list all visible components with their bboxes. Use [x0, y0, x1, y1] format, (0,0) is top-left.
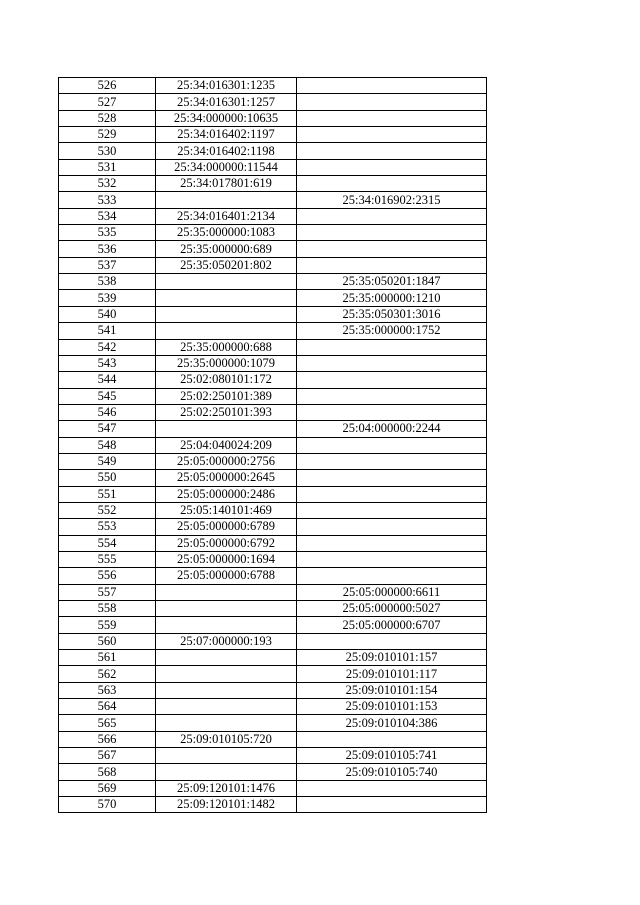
table-row: [59, 797, 487, 813]
table-row: [59, 192, 487, 208]
cadastral-number-cell: [156, 650, 297, 666]
table-row: [59, 94, 487, 110]
cadastral-number-alt-cell: 25:09:010101:153: [297, 699, 487, 715]
row-number-cell: 544: [59, 372, 156, 388]
cadastral-number-alt-cell: [297, 470, 487, 486]
cadastral-number-cell: [156, 764, 297, 780]
row-number-cell: 552: [59, 502, 156, 518]
cadastral-number-alt-cell: 25:09:010105:741: [297, 748, 487, 764]
cadastral-number-alt-cell: [297, 355, 487, 371]
cadastral-number-cell: 25:34:016401:2134: [156, 208, 297, 224]
row-number-cell: 543: [59, 355, 156, 371]
cadastral-number-cell: 25:34:016402:1197: [156, 127, 297, 143]
row-number-cell: 569: [59, 780, 156, 796]
cadastral-number-cell: [156, 601, 297, 617]
row-number-cell: 559: [59, 617, 156, 633]
cadastral-number-cell: [156, 192, 297, 208]
row-number-cell: 540: [59, 306, 156, 322]
cadastral-number-alt-cell: [297, 797, 487, 813]
cadastral-number-alt-cell: 25:04:000000:2244: [297, 421, 487, 437]
row-number-cell: 558: [59, 601, 156, 617]
cadastral-number-cell: 25:34:016301:1235: [156, 78, 297, 94]
table-row: [59, 388, 487, 404]
cadastral-number-cell: [156, 748, 297, 764]
table-row: [59, 159, 487, 175]
cadastral-number-alt-cell: [297, 241, 487, 257]
cadastral-number-alt-cell: [297, 519, 487, 535]
cadastral-number-alt-cell: 25:35:050301:3016: [297, 306, 487, 322]
row-number-cell: 553: [59, 519, 156, 535]
row-number-cell: 534: [59, 208, 156, 224]
cadastral-number-alt-cell: [297, 159, 487, 175]
row-number-cell: 531: [59, 159, 156, 175]
row-number-cell: 565: [59, 715, 156, 731]
cadastral-number-alt-cell: 25:05:000000:6707: [297, 617, 487, 633]
cadastral-number-alt-cell: 25:34:016902:2315: [297, 192, 487, 208]
cadastral-number-alt-cell: [297, 388, 487, 404]
row-number-cell: 539: [59, 290, 156, 306]
row-number-cell: 530: [59, 143, 156, 159]
row-number-cell: 554: [59, 535, 156, 551]
table-row: [59, 601, 487, 617]
cadastral-number-cell: 25:09:010105:720: [156, 731, 297, 747]
table-row: [59, 551, 487, 567]
row-number-cell: 550: [59, 470, 156, 486]
cadastral-number-cell: 25:34:016301:1257: [156, 94, 297, 110]
cadastral-number-alt-cell: [297, 486, 487, 502]
row-number-cell: 568: [59, 764, 156, 780]
cadastral-number-cell: [156, 323, 297, 339]
table-row: [59, 143, 487, 159]
cadastral-number-alt-cell: [297, 176, 487, 192]
cadastral-number-cell: [156, 715, 297, 731]
table-row: [59, 372, 487, 388]
row-number-cell: 555: [59, 551, 156, 567]
table-row: [59, 748, 487, 764]
table-row: [59, 290, 487, 306]
table-row: [59, 502, 487, 518]
cadastral-number-alt-cell: [297, 110, 487, 126]
cadastral-number-cell: 25:07:000000:193: [156, 633, 297, 649]
cadastral-number-cell: 25:34:017801:619: [156, 176, 297, 192]
table-body: [59, 78, 487, 813]
cadastral-number-alt-cell: [297, 404, 487, 420]
row-number-cell: 529: [59, 127, 156, 143]
cadastral-number-cell: [156, 274, 297, 290]
row-number-cell: 547: [59, 421, 156, 437]
table-row: [59, 453, 487, 469]
row-number-cell: 548: [59, 437, 156, 453]
cadastral-number-alt-cell: [297, 535, 487, 551]
table-row: [59, 355, 487, 371]
cadastral-number-cell: 25:05:000000:6788: [156, 568, 297, 584]
cadastral-number-cell: 25:34:000000:10635: [156, 110, 297, 126]
table-row: [59, 208, 487, 224]
table-row: [59, 764, 487, 780]
table-row: [59, 486, 487, 502]
cadastral-number-alt-cell: [297, 633, 487, 649]
table-row: [59, 241, 487, 257]
table-row: [59, 323, 487, 339]
cadastral-number-cell: 25:09:120101:1476: [156, 780, 297, 796]
row-number-cell: 538: [59, 274, 156, 290]
table-row: [59, 176, 487, 192]
table-row: [59, 568, 487, 584]
row-number-cell: 545: [59, 388, 156, 404]
row-number-cell: 566: [59, 731, 156, 747]
row-number-cell: 561: [59, 650, 156, 666]
cadastral-number-cell: [156, 699, 297, 715]
row-number-cell: 536: [59, 241, 156, 257]
row-number-cell: 537: [59, 257, 156, 273]
row-number-cell: 551: [59, 486, 156, 502]
cadastral-number-cell: 25:02:250101:393: [156, 404, 297, 420]
row-number-cell: 560: [59, 633, 156, 649]
table-row: [59, 404, 487, 420]
cadastral-number-alt-cell: [297, 143, 487, 159]
row-number-cell: 563: [59, 682, 156, 698]
cadastral-number-alt-cell: [297, 257, 487, 273]
table-row: [59, 437, 487, 453]
cadastral-number-cell: [156, 421, 297, 437]
table-row: [59, 731, 487, 747]
cadastral-number-alt-cell: 25:35:000000:1752: [297, 323, 487, 339]
cadastral-number-alt-cell: [297, 551, 487, 567]
cadastral-number-cell: 25:02:250101:389: [156, 388, 297, 404]
table-row: [59, 535, 487, 551]
table-row: [59, 715, 487, 731]
cadastral-number-cell: 25:05:000000:2486: [156, 486, 297, 502]
row-number-cell: 528: [59, 110, 156, 126]
cadastral-number-cell: [156, 306, 297, 322]
row-number-cell: 549: [59, 453, 156, 469]
cadastral-number-alt-cell: [297, 127, 487, 143]
cadastral-number-cell: 25:05:000000:6789: [156, 519, 297, 535]
cadastral-number-alt-cell: [297, 339, 487, 355]
cadastral-number-cell: 25:05:000000:6792: [156, 535, 297, 551]
row-number-cell: 557: [59, 584, 156, 600]
cadastral-number-cell: 25:35:000000:1079: [156, 355, 297, 371]
cadastral-number-cell: 25:04:040024:209: [156, 437, 297, 453]
table-row: [59, 682, 487, 698]
table-row: [59, 274, 487, 290]
table-row: [59, 339, 487, 355]
cadastral-number-alt-cell: 25:09:010105:740: [297, 764, 487, 780]
cadastral-number-cell: 25:05:000000:1694: [156, 551, 297, 567]
cadastral-number-alt-cell: [297, 502, 487, 518]
cadastral-number-alt-cell: 25:09:010104:386: [297, 715, 487, 731]
row-number-cell: 570: [59, 797, 156, 813]
cadastral-number-cell: 25:35:000000:688: [156, 339, 297, 355]
cadastral-number-cell: [156, 682, 297, 698]
cadastral-number-alt-cell: [297, 372, 487, 388]
cadastral-number-cell: 25:05:140101:469: [156, 502, 297, 518]
row-number-cell: 533: [59, 192, 156, 208]
cadastral-number-cell: [156, 666, 297, 682]
cadastral-number-alt-cell: [297, 94, 487, 110]
cadastral-number-alt-cell: [297, 437, 487, 453]
table-row: [59, 225, 487, 241]
cadastral-number-alt-cell: 25:09:010101:117: [297, 666, 487, 682]
row-number-cell: 556: [59, 568, 156, 584]
table-row: [59, 699, 487, 715]
cadastral-number-alt-cell: [297, 780, 487, 796]
cadastral-number-cell: 25:05:000000:2645: [156, 470, 297, 486]
table-row: [59, 110, 487, 126]
cadastral-number-cell: 25:35:000000:1083: [156, 225, 297, 241]
row-number-cell: 567: [59, 748, 156, 764]
cadastral-number-alt-cell: [297, 225, 487, 241]
row-number-cell: 526: [59, 78, 156, 94]
cadastral-number-alt-cell: 25:05:000000:6611: [297, 584, 487, 600]
cadastral-number-cell: 25:34:016402:1198: [156, 143, 297, 159]
row-number-cell: 527: [59, 94, 156, 110]
row-number-cell: 532: [59, 176, 156, 192]
cadastral-number-alt-cell: [297, 731, 487, 747]
table-row: [59, 421, 487, 437]
cadastral-number-alt-cell: [297, 453, 487, 469]
cadastral-number-cell: [156, 290, 297, 306]
cadastral-number-cell: [156, 584, 297, 600]
cadastral-number-alt-cell: 25:09:010101:154: [297, 682, 487, 698]
cadastral-number-cell: 25:35:050201:802: [156, 257, 297, 273]
table-row: [59, 306, 487, 322]
cadastral-number-alt-cell: 25:05:000000:5027: [297, 601, 487, 617]
cadastral-number-cell: 25:34:000000:11544: [156, 159, 297, 175]
table-row: [59, 584, 487, 600]
cadastral-number-alt-cell: 25:35:000000:1210: [297, 290, 487, 306]
table-row: [59, 780, 487, 796]
cadastral-number-alt-cell: [297, 78, 487, 94]
table-row: [59, 633, 487, 649]
table-row: [59, 470, 487, 486]
cadastral-number-alt-cell: 25:35:050201:1847: [297, 274, 487, 290]
table-row: [59, 257, 487, 273]
table-row: [59, 519, 487, 535]
row-number-cell: 562: [59, 666, 156, 682]
cadastral-number-alt-cell: [297, 208, 487, 224]
cadastral-number-cell: 25:09:120101:1482: [156, 797, 297, 813]
row-number-cell: 546: [59, 404, 156, 420]
row-number-cell: 542: [59, 339, 156, 355]
cadastral-number-cell: 25:02:080101:172: [156, 372, 297, 388]
table-row: [59, 617, 487, 633]
cadastral-number-alt-cell: [297, 568, 487, 584]
table-row: [59, 650, 487, 666]
cadastral-number-cell: 25:35:000000:689: [156, 241, 297, 257]
table-row: [59, 666, 487, 682]
cadastral-number-cell: [156, 617, 297, 633]
table-row: [59, 78, 487, 94]
row-number-cell: 541: [59, 323, 156, 339]
table-row: [59, 127, 487, 143]
cadastral-number-table: [58, 77, 487, 813]
cadastral-number-cell: 25:05:000000:2756: [156, 453, 297, 469]
row-number-cell: 564: [59, 699, 156, 715]
cadastral-number-alt-cell: 25:09:010101:157: [297, 650, 487, 666]
row-number-cell: 535: [59, 225, 156, 241]
